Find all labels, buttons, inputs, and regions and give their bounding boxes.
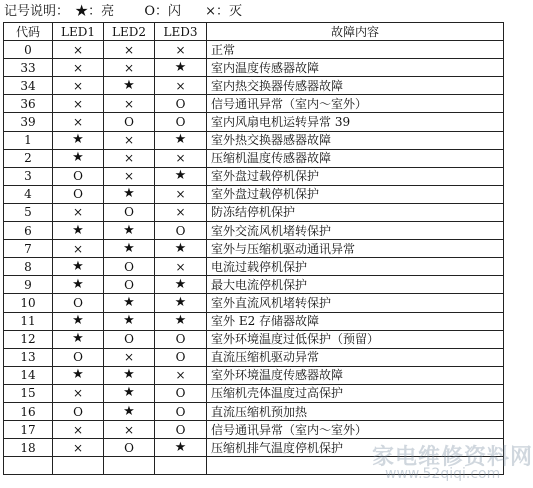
cell-led3: × (155, 149, 207, 167)
table-row (4, 222, 504, 240)
cell-code: 33 (4, 59, 53, 77)
cell-led2: × (104, 348, 155, 366)
cell-led1: ★ (53, 149, 104, 167)
table-row (4, 276, 504, 294)
cell-fault: 压缩机排气温度停机保护 (207, 439, 504, 457)
cell-led2: × (104, 149, 155, 167)
cell-code: 14 (4, 366, 53, 384)
cell-fault: 防冻结停机保护 (207, 203, 504, 221)
table-row (4, 366, 504, 384)
cell-led2: × (104, 131, 155, 149)
cell-led2: ★ (104, 222, 155, 240)
table-row (4, 330, 504, 348)
cell-led1: × (53, 95, 104, 113)
cell-code: 3 (4, 167, 53, 185)
cell-code: 0 (4, 41, 53, 59)
cell-code: 5 (4, 203, 53, 221)
legend-title: 记号说明： (4, 4, 70, 19)
cell-led1: O (53, 167, 104, 185)
cell-led1: O (53, 185, 104, 203)
table-row (4, 402, 504, 420)
cell-led1: O (53, 294, 104, 312)
cell-led3: ★ (155, 59, 207, 77)
cell-led1: × (53, 439, 104, 457)
cell-led2: O (104, 113, 155, 131)
cell-led1: ★ (53, 330, 104, 348)
table-row (4, 77, 504, 95)
cell-code: 16 (4, 402, 53, 420)
cell-empty (53, 457, 104, 475)
cell-code: 9 (4, 276, 53, 294)
watermark-url: www.52qiqi.com (385, 466, 501, 482)
legend-on: ★：亮 (75, 4, 115, 19)
cell-fault: 信号通讯异常（室内～室外） (207, 95, 504, 113)
cell-led3: ★ (155, 131, 207, 149)
cell-led3: ★ (155, 276, 207, 294)
table-row (4, 95, 504, 113)
cell-led1: × (53, 384, 104, 402)
cell-fault: 正常 (207, 41, 504, 59)
cell-led3: O (155, 95, 207, 113)
cell-fault: 室外与压缩机驱动通讯异常 (207, 240, 504, 258)
cell-led3: × (155, 258, 207, 276)
cell-code: 17 (4, 421, 53, 439)
cell-fault: 直流压缩机预加热 (207, 402, 504, 420)
cell-led2: O (104, 330, 155, 348)
table-header-row (4, 23, 504, 41)
cell-code: 8 (4, 258, 53, 276)
cell-code: 34 (4, 77, 53, 95)
cell-led1: × (53, 240, 104, 258)
cell-code: 7 (4, 240, 53, 258)
table-row (4, 240, 504, 258)
cell-code: 6 (4, 222, 53, 240)
table-row (4, 167, 504, 185)
cell-led3: O (155, 113, 207, 131)
cell-led3: × (155, 41, 207, 59)
cell-fault: 压缩机壳体温度过高保护 (207, 384, 504, 402)
cell-fault: 室内温度传感器故障 (207, 59, 504, 77)
watermark-text: 家电维修资料网 (372, 444, 533, 470)
cell-led3: O (155, 384, 207, 402)
cell-led2: ★ (104, 240, 155, 258)
cell-empty (4, 457, 53, 475)
cell-led1: ★ (53, 131, 104, 149)
table-row (4, 294, 504, 312)
cell-code: 4 (4, 185, 53, 203)
header-led1: LED1 (53, 23, 104, 41)
cell-led2: ★ (104, 185, 155, 203)
cell-led1: ★ (53, 366, 104, 384)
cell-fault: 室外环境温度传感器故障 (207, 366, 504, 384)
cell-fault: 室内风扇电机运转异常 39 (207, 113, 504, 131)
table-row (4, 149, 504, 167)
cell-empty (104, 457, 155, 475)
cell-led3: ★ (155, 312, 207, 330)
cell-led3: × (155, 203, 207, 221)
cell-led2: × (104, 95, 155, 113)
cell-fault: 压缩机温度传感器故障 (207, 149, 504, 167)
cell-fault: 电流过载停机保护 (207, 258, 504, 276)
header-fault: 故障内容 (207, 23, 504, 41)
cell-code: 39 (4, 113, 53, 131)
cell-led3: O (155, 421, 207, 439)
cell-fault: 室内热交换器传感器故障 (207, 77, 504, 95)
cell-led1: × (53, 421, 104, 439)
cell-led3: ★ (155, 294, 207, 312)
cell-fault: 室外交流风机堵转保护 (207, 222, 504, 240)
cell-led3: × (155, 366, 207, 384)
table-row (4, 59, 504, 77)
cell-code: 15 (4, 384, 53, 402)
cell-led2: ★ (104, 384, 155, 402)
cell-fault: 直流压缩机驱动异常 (207, 348, 504, 366)
cell-led3: × (155, 185, 207, 203)
cell-code: 12 (4, 330, 53, 348)
cell-led2: O (104, 439, 155, 457)
header-led3: LED3 (155, 23, 207, 41)
cell-led2: O (104, 203, 155, 221)
cell-led2: ★ (104, 294, 155, 312)
cell-code: 13 (4, 348, 53, 366)
cell-empty (155, 457, 207, 475)
fault-code-table (3, 22, 504, 475)
cell-fault: 室外盘过载停机保护 (207, 167, 504, 185)
cell-led2: ★ (104, 366, 155, 384)
cell-led1: ★ (53, 222, 104, 240)
cell-led3: O (155, 348, 207, 366)
cell-led3: ★ (155, 240, 207, 258)
cell-led1: × (53, 41, 104, 59)
cell-led2: × (104, 59, 155, 77)
header-code: 代码 (4, 23, 53, 41)
cell-led2: × (104, 167, 155, 185)
table-row (4, 113, 504, 131)
cell-code: 11 (4, 312, 53, 330)
cell-led2: ★ (104, 402, 155, 420)
cell-led2: ★ (104, 77, 155, 95)
table-row (4, 384, 504, 402)
cell-led3: O (155, 402, 207, 420)
table-row (4, 348, 504, 366)
cell-led1: ★ (53, 312, 104, 330)
table-row (4, 203, 504, 221)
cell-code: 2 (4, 149, 53, 167)
cell-led2: × (104, 41, 155, 59)
table-row (4, 41, 504, 59)
cell-led3: ★ (155, 167, 207, 185)
cell-led3: O (155, 222, 207, 240)
cell-led2: × (104, 421, 155, 439)
cell-led3: O (155, 330, 207, 348)
cell-led3: ★ (155, 439, 207, 457)
cell-led1: × (53, 59, 104, 77)
cell-led1: ★ (53, 276, 104, 294)
table-row (4, 185, 504, 203)
cell-led1: O (53, 348, 104, 366)
cell-code: 36 (4, 95, 53, 113)
legend-flash: O：闪 (144, 4, 181, 19)
table-row (4, 421, 504, 439)
cell-led3: × (155, 77, 207, 95)
cell-fault: 室外直流风机堵转保护 (207, 294, 504, 312)
cell-fault: 室外 E2 存储器故障 (207, 312, 504, 330)
cell-fault: 最大电流停机保护 (207, 276, 504, 294)
cell-code: 1 (4, 131, 53, 149)
legend (4, 3, 242, 21)
cell-fault: 室外环境温度过低保护（预留） (207, 330, 504, 348)
table-row (4, 258, 504, 276)
cell-led1: O (53, 402, 104, 420)
cell-code: 18 (4, 439, 53, 457)
cell-code: 10 (4, 294, 53, 312)
cell-led1: × (53, 203, 104, 221)
header-led2: LED2 (104, 23, 155, 41)
cell-led1: × (53, 77, 104, 95)
cell-fault: 信号通讯异常（室内～室外） (207, 421, 504, 439)
cell-led2: O (104, 276, 155, 294)
legend-off: ×：灭 (205, 4, 243, 19)
cell-led1: × (53, 113, 104, 131)
cell-led2: O (104, 258, 155, 276)
table-row (4, 312, 504, 330)
table-row (4, 131, 504, 149)
table-body (4, 41, 504, 475)
cell-led2: ★ (104, 312, 155, 330)
cell-fault: 室外热交换器感器故障 (207, 131, 504, 149)
cell-fault: 室外盘过载停机保护 (207, 185, 504, 203)
cell-led1: ★ (53, 258, 104, 276)
